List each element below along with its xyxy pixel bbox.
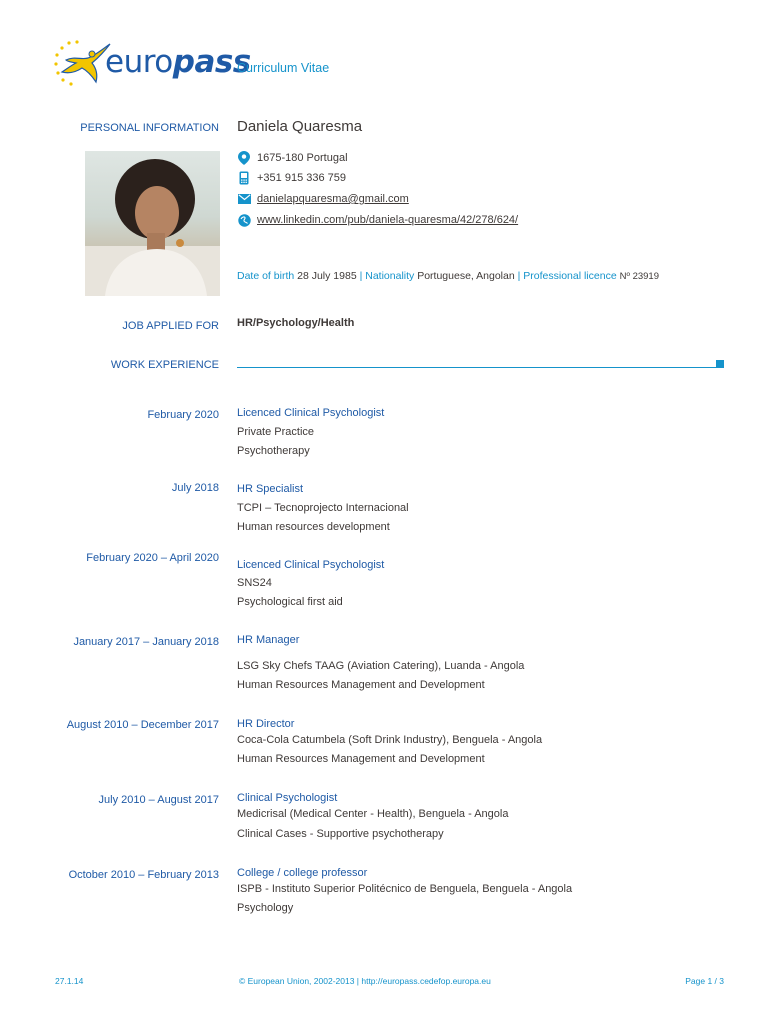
- section-divider-line: [237, 367, 717, 368]
- work-entry-description: Psychological first aid: [237, 596, 343, 608]
- work-entry-role: HR Specialist: [237, 483, 304, 495]
- work-entry-date: January 2017 – January 2018: [73, 636, 219, 648]
- logo-text-pass: pass: [172, 44, 251, 80]
- profile-photo: [85, 151, 220, 296]
- licence-label: Professional licence: [523, 270, 617, 282]
- work-entry-employer: ISPB - Instituto Superior Politécnico de Benguela, Benguela - Angola: [237, 883, 573, 895]
- work-entry-date: February 2020 – April 2020: [86, 552, 219, 564]
- work-entry-date: July 2010 – August 2017: [98, 794, 219, 806]
- work-entry-role: Licenced Clinical Psychologist: [237, 559, 385, 571]
- work-entry-employer: TCPI – Tecnoprojecto Internacional: [237, 502, 409, 514]
- personal-details-line: [237, 270, 659, 282]
- work-entry-role: HR Director: [237, 718, 295, 730]
- nationality-label: Nationality: [365, 270, 415, 282]
- candidate-name: Daniela Quaresma: [237, 118, 363, 135]
- dob-label: Date of birth: [237, 270, 295, 282]
- portrait-illustration: [85, 151, 220, 296]
- europass-logo: [52, 38, 251, 90]
- separator: |: [359, 270, 363, 282]
- work-entry-description: Human Resources Management and Development: [237, 679, 485, 691]
- mobile-phone-icon: [237, 171, 251, 185]
- address-text: 1675-180 Portugal: [257, 152, 348, 164]
- section-divider-square: [716, 360, 724, 368]
- work-entry-date: October 2010 – February 2013: [68, 869, 219, 881]
- work-entry-date: August 2010 – December 2017: [66, 719, 219, 731]
- work-entry-date: February 2020: [147, 409, 219, 421]
- licence-value: Nº 23919: [619, 271, 659, 282]
- work-entry-description: Clinical Cases - Supportive psychotherapy: [237, 828, 444, 840]
- dob-value: 28 July 1985: [297, 270, 357, 282]
- section-label-job-applied-for: JOB APPLIED FOR: [122, 320, 219, 332]
- work-entry-employer: Medicrisal (Medical Center - Health), Benguela - Angola: [237, 808, 509, 820]
- work-entry-description: Psychotherapy: [237, 445, 310, 457]
- footer-date: 27.1.14: [55, 976, 84, 986]
- section-label-personal-information: PERSONAL INFORMATION: [80, 122, 219, 134]
- location-pin-icon: [237, 151, 251, 165]
- footer-page-number: Page 1 / 3: [685, 976, 724, 986]
- nationality-value: Portuguese, Angolan: [417, 270, 515, 282]
- work-entry-date: July 2018: [171, 482, 219, 494]
- footer-copyright: © European Union, 2002-2013 | http://europass.cedefop.europa.eu: [239, 976, 491, 986]
- envelope-icon: [237, 192, 251, 206]
- contact-linkedin: [237, 213, 518, 227]
- work-entry-description: Human resources development: [237, 521, 390, 533]
- work-entry-role: Clinical Psychologist: [237, 792, 338, 804]
- section-label-work-experience: WORK EXPERIENCE: [110, 359, 219, 371]
- work-entry-employer: Private Practice: [237, 426, 315, 438]
- globe-icon: [237, 213, 251, 227]
- work-entry-employer: LSG Sky Chefs TAAG (Aviation Catering), Luanda - Angola: [237, 660, 525, 672]
- work-entry-role: HR Manager: [237, 634, 300, 646]
- contact-email: [237, 192, 409, 206]
- work-entry-description: Human Resources Management and Development: [237, 753, 485, 765]
- phone-text: +351 915 336 759: [257, 172, 347, 184]
- europass-star-figure-icon: [52, 38, 112, 90]
- document-title: Curriculum Vitae: [237, 61, 330, 75]
- work-entry-role: Licenced Clinical Psychologist: [237, 407, 385, 419]
- work-entry-role: College / college professor: [237, 867, 368, 879]
- linkedin-link[interactable]: www.linkedin.com/pub/daniela-quaresma/42/278/624/: [257, 214, 519, 226]
- work-entry-employer: SNS24: [237, 577, 272, 589]
- logo-text-euro: euro: [105, 44, 173, 80]
- separator: |: [517, 270, 521, 282]
- work-entry-employer: Coca-Cola Catumbela (Soft Drink Industry), Benguela - Angola: [237, 734, 543, 746]
- work-entry-description: Psychology: [237, 902, 294, 914]
- contact-address: [237, 151, 348, 165]
- job-applied-value: HR/Psychology/Health: [237, 317, 355, 329]
- contact-phone: [237, 171, 346, 185]
- email-link[interactable]: danielapquaresma@gmail.com: [257, 193, 409, 205]
